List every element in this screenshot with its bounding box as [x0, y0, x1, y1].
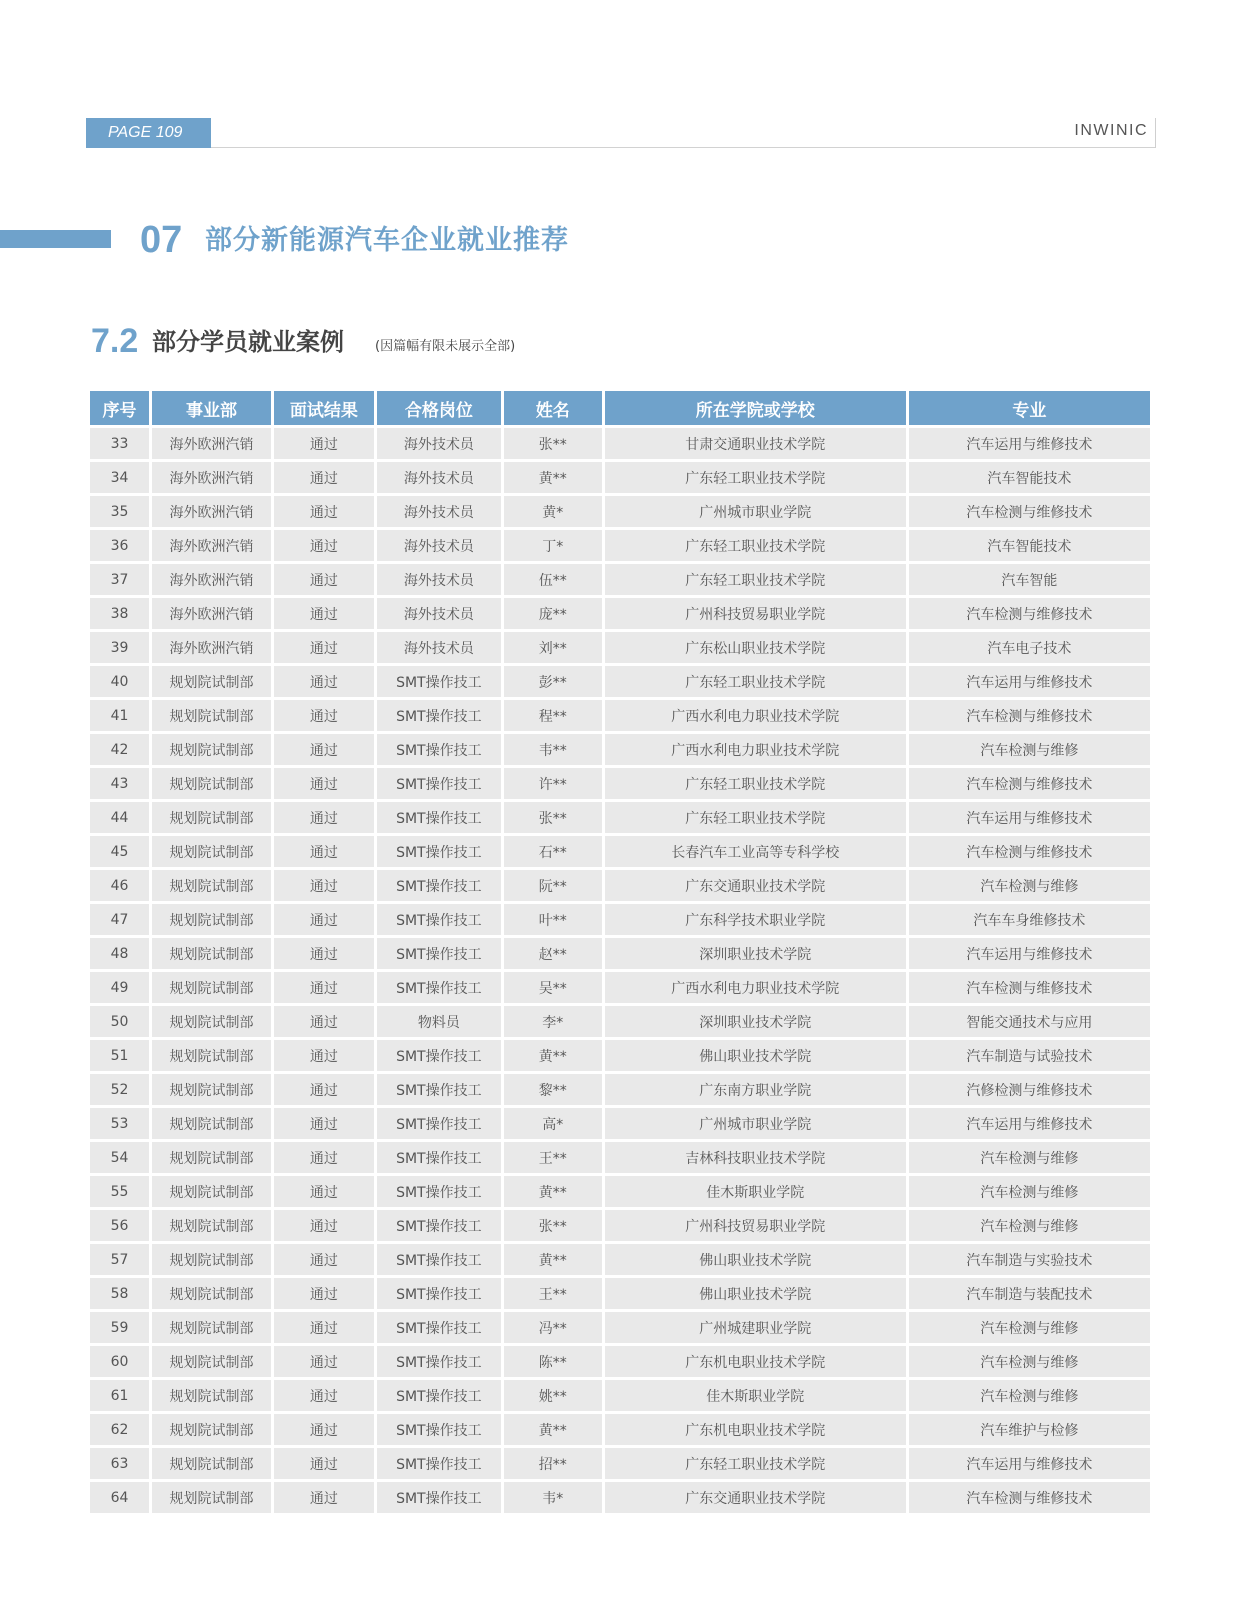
cell-major: 汽车车身维修技术: [909, 904, 1150, 935]
cell-interview-result: 通过: [274, 428, 374, 459]
cell-interview-result: 通过: [274, 1278, 374, 1309]
cell-name: 冯**: [504, 1312, 602, 1343]
cell-name: 庞**: [504, 598, 602, 629]
cell-major: 汽车制造与装配技术: [909, 1278, 1150, 1309]
cell-division: 规划院试制部: [152, 1278, 271, 1309]
cell-division: 规划院试制部: [152, 836, 271, 867]
cell-index: 59: [90, 1312, 149, 1343]
cell-interview-result: 通过: [274, 904, 374, 935]
cell-position: 海外技术员: [377, 428, 501, 459]
section-title: 部分学员就业案例: [152, 328, 344, 356]
cell-position: SMT操作技工: [377, 666, 501, 697]
cell-name: 陈**: [504, 1346, 602, 1377]
cell-position: 海外技术员: [377, 598, 501, 629]
cell-division: 规划院试制部: [152, 1482, 271, 1513]
cell-division: 海外欧洲汽销: [152, 428, 271, 459]
cell-major: 汽车制造与实验技术: [909, 1244, 1150, 1275]
cell-school: 广西水利电力职业技术学院: [605, 700, 906, 731]
cell-major: 汽车电子技术: [909, 632, 1150, 663]
cell-interview-result: 通过: [274, 1142, 374, 1173]
cell-name: 黄**: [504, 462, 602, 493]
cell-position: SMT操作技工: [377, 938, 501, 969]
cell-index: 35: [90, 496, 149, 527]
cell-index: 52: [90, 1074, 149, 1105]
cell-position: 海外技术员: [377, 462, 501, 493]
cell-interview-result: 通过: [274, 836, 374, 867]
cell-index: 42: [90, 734, 149, 765]
cell-division: 规划院试制部: [152, 1380, 271, 1411]
cell-major: 汽车智能技术: [909, 462, 1150, 493]
table-row: [90, 1040, 1150, 1071]
cell-division: 规划院试制部: [152, 972, 271, 1003]
table-row: [90, 734, 1150, 765]
cell-school: 深圳职业技术学院: [605, 938, 906, 969]
cell-interview-result: 通过: [274, 972, 374, 1003]
cell-index: 51: [90, 1040, 149, 1071]
table-row: [90, 802, 1150, 833]
cell-interview-result: 通过: [274, 1312, 374, 1343]
cell-position: SMT操作技工: [377, 1414, 501, 1445]
cell-school: 广东南方职业学院: [605, 1074, 906, 1105]
cell-major: 汽车检测与维修技术: [909, 598, 1150, 629]
cell-position: SMT操作技工: [377, 904, 501, 935]
cell-name: 程**: [504, 700, 602, 731]
cell-position: 海外技术员: [377, 496, 501, 527]
cell-division: 海外欧洲汽销: [152, 530, 271, 561]
cell-major: 汽车制造与试验技术: [909, 1040, 1150, 1071]
chapter-accent-bar: [0, 230, 111, 248]
header-divider: [211, 147, 1156, 148]
cell-name: 李*: [504, 1006, 602, 1037]
cell-index: 47: [90, 904, 149, 935]
cell-school: 广东轻工职业技术学院: [605, 768, 906, 799]
cell-position: SMT操作技工: [377, 1380, 501, 1411]
cell-interview-result: 通过: [274, 1482, 374, 1513]
cell-name: 韦**: [504, 734, 602, 765]
cell-major: 汽车运用与维修技术: [909, 428, 1150, 459]
cell-major: 汽车运用与维修技术: [909, 666, 1150, 697]
cell-division: 规划院试制部: [152, 1176, 271, 1207]
cell-index: 40: [90, 666, 149, 697]
cell-position: SMT操作技工: [377, 972, 501, 1003]
cell-position: SMT操作技工: [377, 802, 501, 833]
cell-interview-result: 通过: [274, 632, 374, 663]
table-row: [90, 904, 1150, 935]
header-vertical-divider: [1155, 118, 1156, 148]
cell-interview-result: 通过: [274, 1108, 374, 1139]
cell-interview-result: 通过: [274, 530, 374, 561]
cell-index: 44: [90, 802, 149, 833]
cell-index: 64: [90, 1482, 149, 1513]
table-row: [90, 1482, 1150, 1513]
cell-index: 57: [90, 1244, 149, 1275]
cell-major: 汽车检测与维修技术: [909, 700, 1150, 731]
table-row: [90, 1244, 1150, 1275]
chapter-title: 部分新能源汽车企业就业推荐: [205, 225, 569, 256]
cell-name: 伍**: [504, 564, 602, 595]
cell-school: 广东轻工职业技术学院: [605, 564, 906, 595]
cell-school: 佳木斯职业学院: [605, 1380, 906, 1411]
cell-major: 汽车检测与维修: [909, 1312, 1150, 1343]
cell-major: 汽车检测与维修技术: [909, 496, 1150, 527]
table-row: [90, 462, 1150, 493]
cell-interview-result: 通过: [274, 1448, 374, 1479]
cell-position: 物料员: [377, 1006, 501, 1037]
cell-division: 规划院试制部: [152, 1312, 271, 1343]
cell-position: SMT操作技工: [377, 1108, 501, 1139]
employment-table: [87, 388, 1153, 1516]
cell-index: 63: [90, 1448, 149, 1479]
header-cell-school: 所在学院或学校: [605, 391, 906, 425]
cell-school: 广西水利电力职业技术学院: [605, 734, 906, 765]
cell-division: 规划院试制部: [152, 1346, 271, 1377]
table-row: [90, 496, 1150, 527]
cell-school: 广东轻工职业技术学院: [605, 462, 906, 493]
cell-school: 佛山职业技术学院: [605, 1244, 906, 1275]
cell-major: 汽车运用与维修技术: [909, 802, 1150, 833]
cell-index: 49: [90, 972, 149, 1003]
table-row: [90, 428, 1150, 459]
page-number-tag: PAGE 109: [86, 118, 211, 148]
cell-major: 汽车检测与维修技术: [909, 768, 1150, 799]
cell-name: 黄**: [504, 1244, 602, 1275]
cell-name: 叶**: [504, 904, 602, 935]
cell-division: 规划院试制部: [152, 1448, 271, 1479]
cell-index: 36: [90, 530, 149, 561]
header-cell-interview-result: 面试结果: [274, 391, 374, 425]
cell-interview-result: 通过: [274, 1380, 374, 1411]
cell-major: 汽车检测与维修: [909, 1380, 1150, 1411]
cell-school: 广西水利电力职业技术学院: [605, 972, 906, 1003]
cell-school: 广东松山职业技术学院: [605, 632, 906, 663]
cell-school: 广东轻工职业技术学院: [605, 666, 906, 697]
cell-division: 海外欧洲汽销: [152, 632, 271, 663]
cell-position: SMT操作技工: [377, 870, 501, 901]
cell-name: 黄**: [504, 1040, 602, 1071]
cell-interview-result: 通过: [274, 1006, 374, 1037]
section-note: (因篇幅有限未展示全部): [375, 339, 516, 354]
cell-interview-result: 通过: [274, 734, 374, 765]
cell-division: 规划院试制部: [152, 666, 271, 697]
cell-division: 规划院试制部: [152, 700, 271, 731]
cell-school: 广东机电职业技术学院: [605, 1414, 906, 1445]
cell-interview-result: 通过: [274, 598, 374, 629]
cell-index: 54: [90, 1142, 149, 1173]
cell-major: 汽车智能技术: [909, 530, 1150, 561]
cell-index: 55: [90, 1176, 149, 1207]
table-row: [90, 564, 1150, 595]
cell-index: 43: [90, 768, 149, 799]
cell-division: 规划院试制部: [152, 938, 271, 969]
cell-position: SMT操作技工: [377, 1040, 501, 1071]
cell-division: 规划院试制部: [152, 734, 271, 765]
table-row: [90, 1176, 1150, 1207]
cell-division: 规划院试制部: [152, 1006, 271, 1037]
table-row: [90, 870, 1150, 901]
cell-position: 海外技术员: [377, 530, 501, 561]
cell-index: 34: [90, 462, 149, 493]
table-header-row: [90, 391, 1150, 425]
table-row: [90, 1108, 1150, 1139]
cell-major: 汽车运用与维修技术: [909, 938, 1150, 969]
cell-major: 汽车检测与维修: [909, 1142, 1150, 1173]
cell-index: 41: [90, 700, 149, 731]
cell-division: 规划院试制部: [152, 1040, 271, 1071]
table-row: [90, 938, 1150, 969]
chapter-number: 07: [140, 219, 183, 261]
cell-name: 石**: [504, 836, 602, 867]
cell-school: 佳木斯职业学院: [605, 1176, 906, 1207]
cell-index: 45: [90, 836, 149, 867]
cell-position: SMT操作技工: [377, 1176, 501, 1207]
cell-index: 48: [90, 938, 149, 969]
cell-position: SMT操作技工: [377, 1074, 501, 1105]
cell-position: SMT操作技工: [377, 836, 501, 867]
cell-interview-result: 通过: [274, 938, 374, 969]
cell-interview-result: 通过: [274, 700, 374, 731]
cell-division: 规划院试制部: [152, 1414, 271, 1445]
table-row: [90, 1278, 1150, 1309]
cell-name: 张**: [504, 428, 602, 459]
cell-major: 汽车检测与维修: [909, 1210, 1150, 1241]
cell-index: 62: [90, 1414, 149, 1445]
cell-school: 广州科技贸易职业学院: [605, 598, 906, 629]
cell-major: 汽车检测与维修: [909, 734, 1150, 765]
cell-index: 38: [90, 598, 149, 629]
cell-school: 甘肃交通职业技术学院: [605, 428, 906, 459]
cell-name: 许**: [504, 768, 602, 799]
cell-name: 黄*: [504, 496, 602, 527]
cell-interview-result: 通过: [274, 802, 374, 833]
table-row: [90, 632, 1150, 663]
cell-major: 汽车检测与维修: [909, 1346, 1150, 1377]
section-number: 7.2: [91, 322, 139, 360]
cell-name: 黄**: [504, 1414, 602, 1445]
cell-major: 汽车检测与维修技术: [909, 836, 1150, 867]
table-row: [90, 666, 1150, 697]
cell-division: 海外欧洲汽销: [152, 462, 271, 493]
table-row: [90, 1142, 1150, 1173]
cell-position: SMT操作技工: [377, 734, 501, 765]
cell-name: 阮**: [504, 870, 602, 901]
cell-name: 丁*: [504, 530, 602, 561]
cell-division: 规划院试制部: [152, 1074, 271, 1105]
cell-school: 广东轻工职业技术学院: [605, 802, 906, 833]
cell-major: 汽车维护与检修: [909, 1414, 1150, 1445]
brand-name: INWINIC: [1074, 122, 1148, 139]
cell-position: SMT操作技工: [377, 1210, 501, 1241]
table-row: [90, 1006, 1150, 1037]
table-row: [90, 1312, 1150, 1343]
cell-major: 汽修检测与维修技术: [909, 1074, 1150, 1105]
cell-school: 佛山职业技术学院: [605, 1278, 906, 1309]
header-cell-major: 专业: [909, 391, 1150, 425]
cell-division: 海外欧洲汽销: [152, 564, 271, 595]
cell-interview-result: 通过: [274, 1040, 374, 1071]
cell-school: 广州城市职业学院: [605, 1108, 906, 1139]
cell-position: SMT操作技工: [377, 1482, 501, 1513]
cell-position: SMT操作技工: [377, 1312, 501, 1343]
cell-name: 刘**: [504, 632, 602, 663]
cell-interview-result: 通过: [274, 1346, 374, 1377]
cell-school: 广东轻工职业技术学院: [605, 1448, 906, 1479]
cell-name: 赵**: [504, 938, 602, 969]
cell-index: 39: [90, 632, 149, 663]
cell-position: 海外技术员: [377, 564, 501, 595]
cell-school: 广州科技贸易职业学院: [605, 1210, 906, 1241]
cell-school: 广州城建职业学院: [605, 1312, 906, 1343]
cell-school: 广东轻工职业技术学院: [605, 530, 906, 561]
cell-index: 33: [90, 428, 149, 459]
header-cell-name: 姓名: [504, 391, 602, 425]
cell-major: 汽车检测与维修技术: [909, 972, 1150, 1003]
table-row: [90, 530, 1150, 561]
cell-index: 53: [90, 1108, 149, 1139]
cell-name: 吴**: [504, 972, 602, 1003]
cell-position: SMT操作技工: [377, 700, 501, 731]
cell-name: 姚**: [504, 1380, 602, 1411]
table-row: [90, 1346, 1150, 1377]
cell-position: SMT操作技工: [377, 1142, 501, 1173]
cell-position: SMT操作技工: [377, 1278, 501, 1309]
table-row: [90, 972, 1150, 1003]
cell-major: 智能交通技术与应用: [909, 1006, 1150, 1037]
cell-major: 汽车运用与维修技术: [909, 1108, 1150, 1139]
cell-interview-result: 通过: [274, 564, 374, 595]
cell-school: 广州城市职业学院: [605, 496, 906, 527]
cell-name: 王**: [504, 1278, 602, 1309]
cell-division: 规划院试制部: [152, 768, 271, 799]
cell-major: 汽车检测与维修技术: [909, 1482, 1150, 1513]
cell-interview-result: 通过: [274, 1176, 374, 1207]
cell-name: 王**: [504, 1142, 602, 1173]
cell-school: 长春汽车工业高等专科学校: [605, 836, 906, 867]
cell-position: SMT操作技工: [377, 1244, 501, 1275]
cell-interview-result: 通过: [274, 1074, 374, 1105]
cell-major: 汽车智能: [909, 564, 1150, 595]
table-row: [90, 700, 1150, 731]
cell-division: 规划院试制部: [152, 1108, 271, 1139]
header-cell-index: 序号: [90, 391, 149, 425]
cell-name: 张**: [504, 1210, 602, 1241]
table-row: [90, 768, 1150, 799]
table-body: [90, 428, 1150, 1513]
cell-division: 规划院试制部: [152, 1142, 271, 1173]
cell-school: 广东机电职业技术学院: [605, 1346, 906, 1377]
cell-index: 37: [90, 564, 149, 595]
cell-school: 广东科学技术职业学院: [605, 904, 906, 935]
cell-name: 韦*: [504, 1482, 602, 1513]
cell-position: SMT操作技工: [377, 1448, 501, 1479]
cell-major: 汽车检测与维修: [909, 870, 1150, 901]
table-row: [90, 598, 1150, 629]
cell-school: 广东交通职业技术学院: [605, 870, 906, 901]
header-cell-division: 事业部: [152, 391, 271, 425]
cell-school: 吉林科技职业技术学院: [605, 1142, 906, 1173]
cell-name: 彭**: [504, 666, 602, 697]
cell-name: 黄**: [504, 1176, 602, 1207]
table-row: [90, 836, 1150, 867]
cell-school: 深圳职业技术学院: [605, 1006, 906, 1037]
cell-interview-result: 通过: [274, 496, 374, 527]
cell-position: SMT操作技工: [377, 768, 501, 799]
table-row: [90, 1074, 1150, 1105]
table-row: [90, 1414, 1150, 1445]
cell-index: 61: [90, 1380, 149, 1411]
cell-index: 58: [90, 1278, 149, 1309]
cell-name: 招**: [504, 1448, 602, 1479]
cell-interview-result: 通过: [274, 1244, 374, 1275]
cell-name: 张**: [504, 802, 602, 833]
cell-division: 规划院试制部: [152, 870, 271, 901]
cell-major: 汽车检测与维修: [909, 1176, 1150, 1207]
cell-major: 汽车运用与维修技术: [909, 1448, 1150, 1479]
cell-position: SMT操作技工: [377, 1346, 501, 1377]
cell-index: 50: [90, 1006, 149, 1037]
cell-division: 规划院试制部: [152, 1244, 271, 1275]
cell-interview-result: 通过: [274, 1210, 374, 1241]
cell-index: 56: [90, 1210, 149, 1241]
cell-division: 规划院试制部: [152, 802, 271, 833]
cell-division: 海外欧洲汽销: [152, 496, 271, 527]
table-row: [90, 1380, 1150, 1411]
table-row: [90, 1210, 1150, 1241]
cell-position: 海外技术员: [377, 632, 501, 663]
cell-interview-result: 通过: [274, 666, 374, 697]
table-row: [90, 1448, 1150, 1479]
cell-school: 广东交通职业技术学院: [605, 1482, 906, 1513]
cell-index: 46: [90, 870, 149, 901]
cell-interview-result: 通过: [274, 462, 374, 493]
cell-interview-result: 通过: [274, 768, 374, 799]
header-cell-position: 合格岗位: [377, 391, 501, 425]
cell-division: 规划院试制部: [152, 1210, 271, 1241]
cell-interview-result: 通过: [274, 870, 374, 901]
cell-division: 海外欧洲汽销: [152, 598, 271, 629]
cell-school: 佛山职业技术学院: [605, 1040, 906, 1071]
cell-division: 规划院试制部: [152, 904, 271, 935]
cell-index: 60: [90, 1346, 149, 1377]
cell-name: 黎**: [504, 1074, 602, 1105]
cell-interview-result: 通过: [274, 1414, 374, 1445]
cell-name: 高*: [504, 1108, 602, 1139]
